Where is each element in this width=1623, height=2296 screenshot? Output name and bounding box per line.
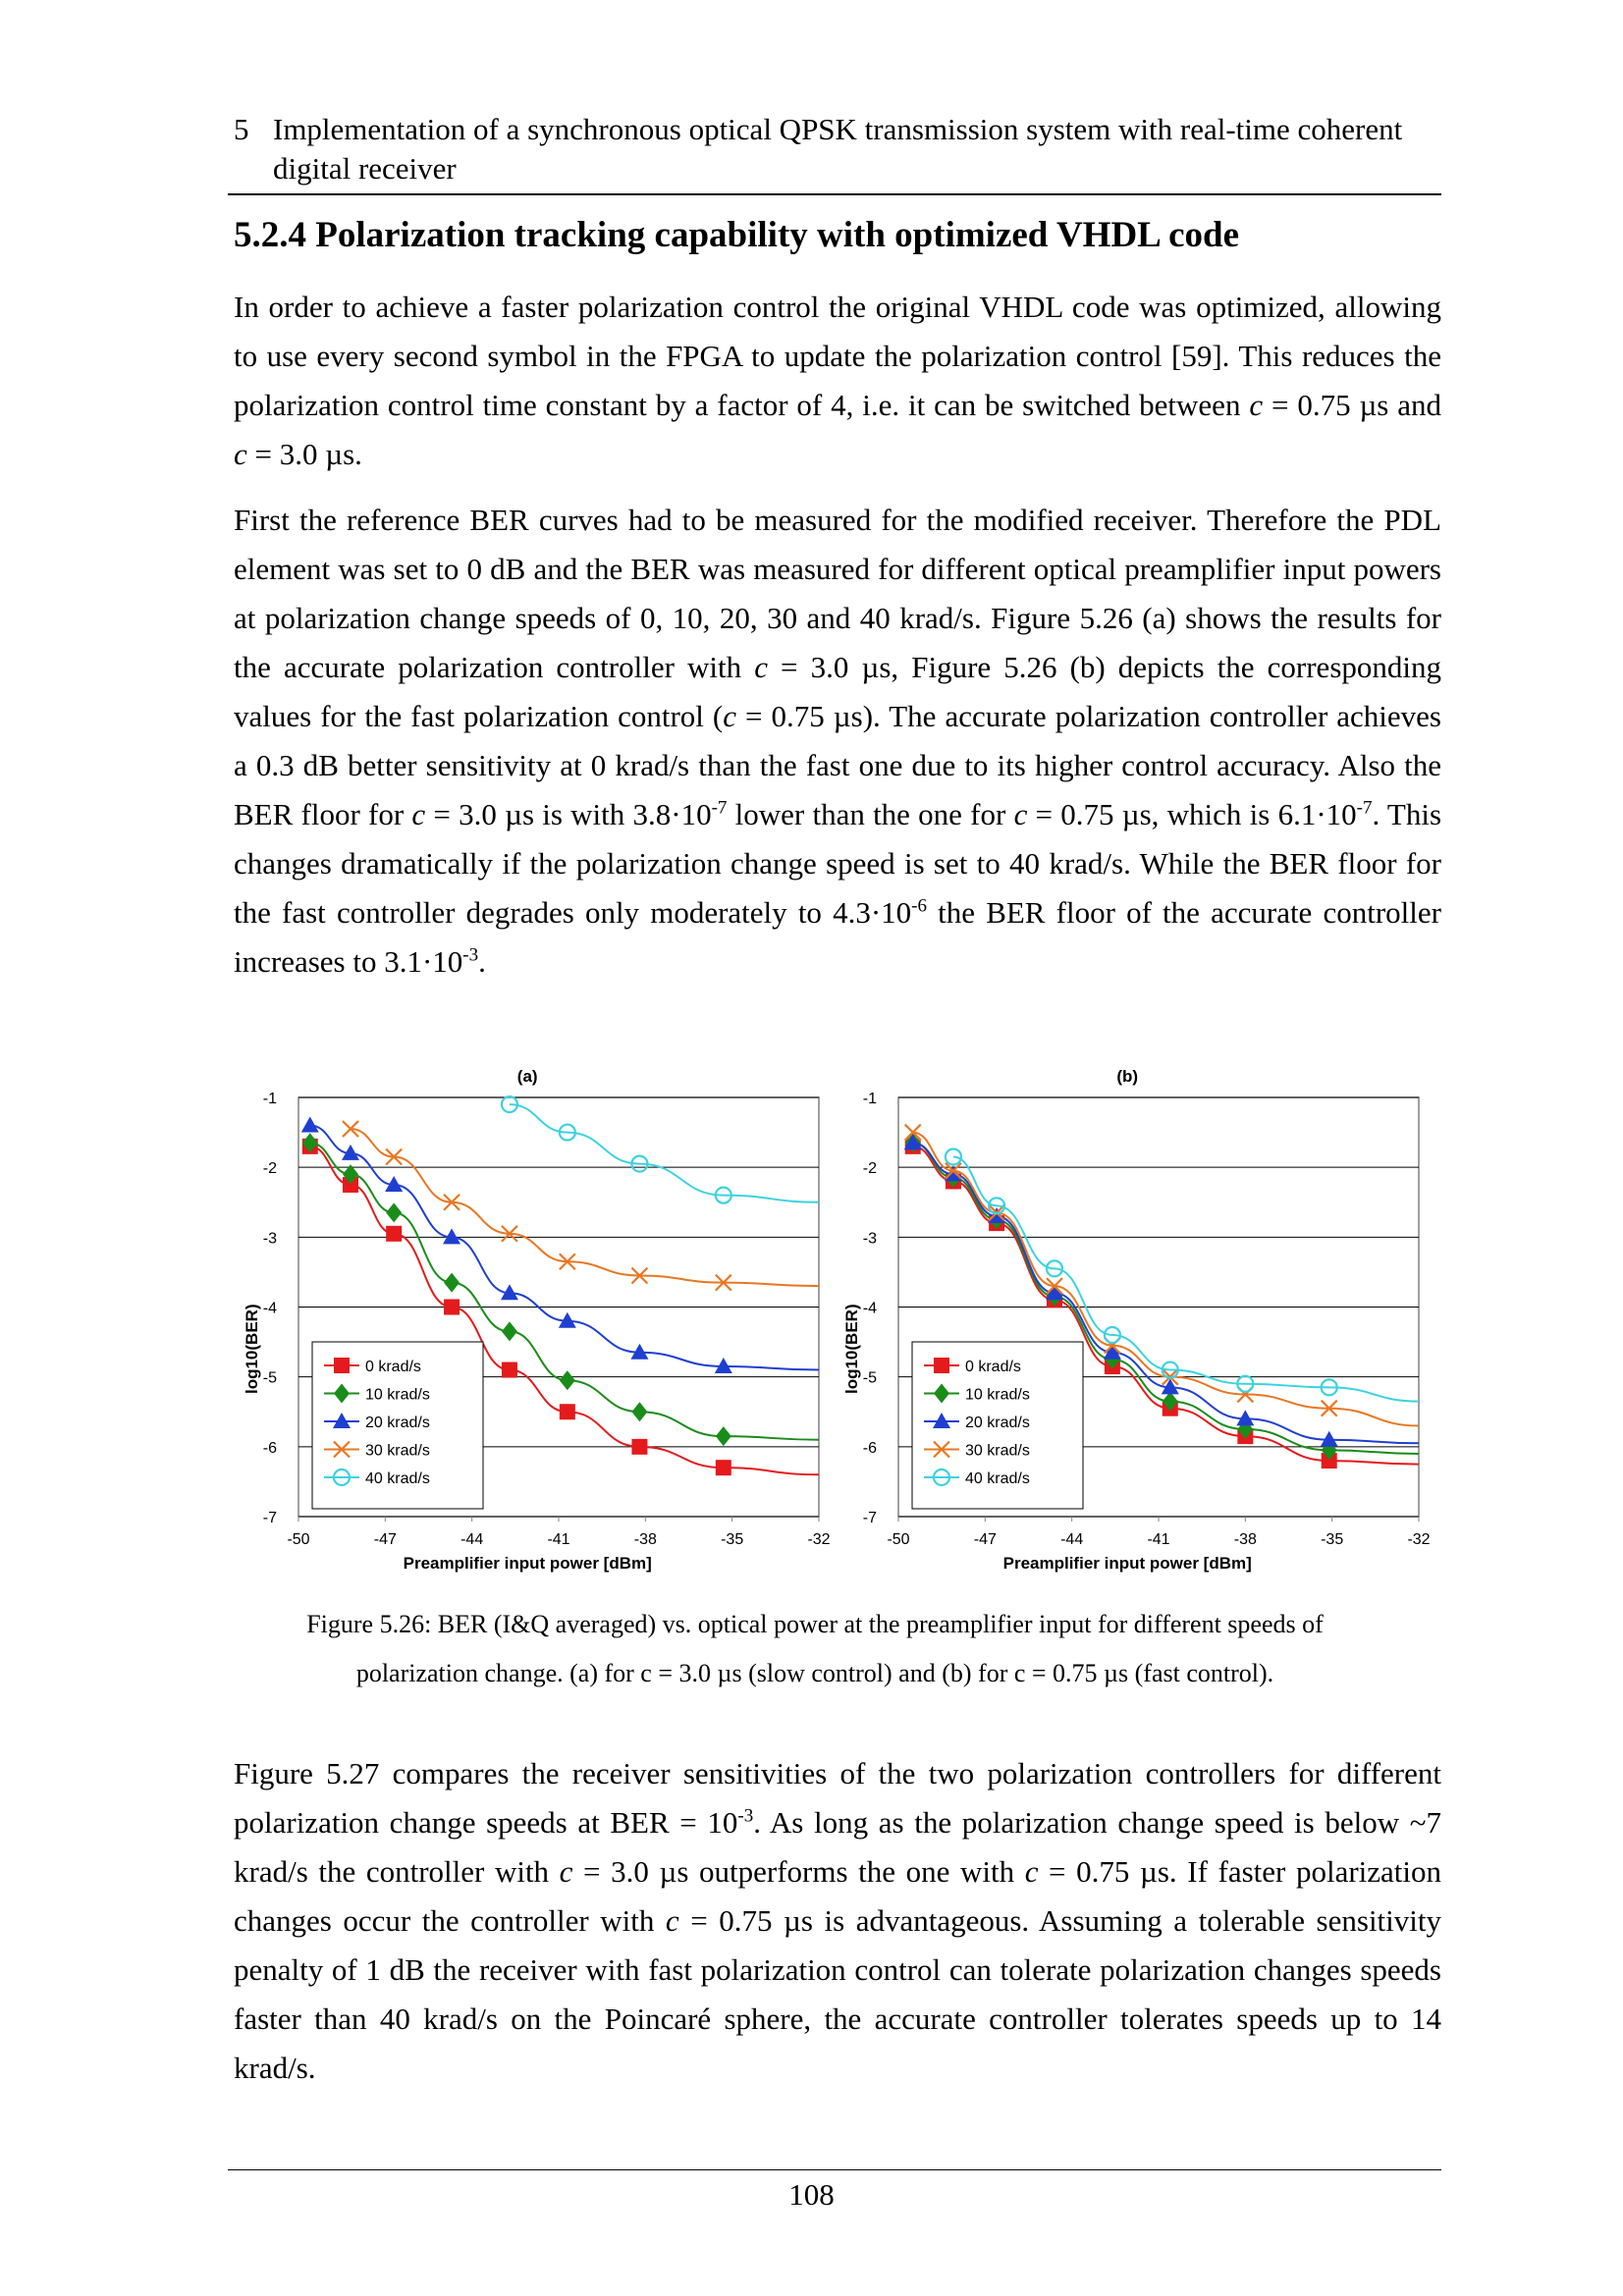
header-rule [228,193,1441,195]
chapter-number: 5 [234,112,249,146]
x-tick-label: -50 [287,1531,310,1548]
page-number: 108 [788,2177,835,2212]
figure-charts [228,1055,1445,1605]
caption-line-2: polarization change. (a) for c = 3.0 µs (slow control) and (b) for c = 0.75 µs (fast control). [355,1659,1274,1687]
legend-label: 20 krad/s [365,1415,430,1431]
data-point [560,1404,575,1419]
legend-label: 40 krad/s [365,1470,430,1487]
legend-marker [334,1358,350,1373]
x-axis-label: Preamplifier input power [dBm] [1002,1554,1252,1573]
legend-label: 40 krad/s [965,1470,1030,1487]
legend-label: 20 krad/s [965,1415,1030,1431]
x-tick-label: -47 [373,1531,397,1548]
y-tick-label: -3 [262,1230,277,1248]
legend-label: 0 krad/s [365,1359,421,1375]
x-tick-label: -35 [721,1531,744,1548]
y-tick-label: -7 [862,1510,877,1526]
paragraph-3: Figure 5.27 compares the receiver sensitivities of the two polarization controllers for different polarization change speeds at BER = $10^{-3}$. As long as the polarization change speed is below ~7 krad/s the controller with c = 3.0 µs outperforms the one with c = 0.75 µs. If faster polarization changes occur the controller with c = 0.75 µs is advantageous. Assuming a tolerable sensitivity penalty of 1 dB the receiver with fast polarization control can tolerate polarization changes speeds faster than 40 krad/s on the Poincaré sphere, the accurate controller tolerates speeds up to 14 krad/s. [234,1756,1442,2085]
x-tick-label: -38 [633,1531,657,1548]
data-point [631,1439,647,1455]
legend-label: 10 krad/s [965,1386,1030,1404]
y-tick-label: -5 [262,1369,277,1387]
x-tick-label: -41 [547,1531,570,1548]
legend-label: 30 krad/s [965,1442,1030,1460]
y-tick-label: -2 [862,1160,877,1178]
figure-caption [245,1600,1384,1698]
data-point [502,1362,517,1378]
y-tick-label: -4 [262,1300,277,1317]
section-title: 5.2.4 Polarization tracking capability with optimized VHDL code [234,215,1239,255]
legend-label: 10 krad/s [365,1386,430,1404]
y-tick-label: -6 [262,1439,277,1457]
chart-a [243,1067,831,1573]
x-tick-label: -35 [1321,1531,1344,1548]
x-tick-label: -38 [1233,1531,1257,1548]
chart-title: (b) [1116,1067,1139,1086]
legend-label: 30 krad/s [365,1442,430,1460]
paragraph-2: First the reference BER curves had to be measured for the modified receiver. Therefore the PDL element was set to 0 dB and the BER was measured for different optical preamplifier input powers at polarization change speeds of 0, 10, 20, 30 and 40 krad/s. Figure 5.26 (a) shows the results for the accurate polarization controller with c = 3.0 µs, Figure 5.26 (b) depicts the corresponding values for the fast polarization control (c = 0.75 µs). The accurate polarization controller achieves a 0.3 dB better sensitivity at 0 krad/s than the fast one due to its higher control accuracy. Also the BER floor for c = 3.0 µs is with $3.8\cdot 10^{-7}$ lower than the one for c = 0.75 µs, which is $6.1\cdot 10^{-7}$. This changes dramatically if the polarization change speed is set to 40 krad/s. While the BER floor for the fast controller degrades only moderately to $4.3\cdot 10^{-6}$ the BER floor of the accurate controller increases to $3.1\cdot 10^{-3}$. [234,503,1442,979]
y-tick-label: -5 [862,1369,877,1387]
caption-line-1: Figure 5.26: BER (I&Q averaged) vs. optical power at the preamplifier input for different speeds of [306,1610,1324,1638]
y-tick-label: -4 [862,1300,877,1317]
paragraph-1: In order to achieve a faster polarization control the original VHDL code was optimized, allowing to use every second symbol in the FPGA to update the polarization control [59]. This reduces the polarization control time constant by a factor of 4, i.e. it can be switched between c = 0.75 µs and c = 3.0 µs. [234,290,1442,471]
legend-label: 0 krad/s [965,1359,1021,1375]
y-tick-label: -6 [862,1439,877,1457]
y-axis-label: log10(BER) [243,1304,261,1395]
figure-5-26 [228,1055,1445,1605]
x-tick-label: -50 [887,1531,910,1548]
x-tick-label: -32 [1407,1531,1431,1548]
footer-rule [228,2169,1441,2170]
y-tick-label: -2 [262,1160,277,1178]
data-point [444,1300,460,1315]
chapter-title: Implementation of a synchronous optical QPSK transmission system with real-time coherent digital receiver [273,112,1403,186]
y-tick-label: -3 [862,1230,877,1248]
chart-title: (a) [516,1067,538,1086]
data-point [386,1226,402,1242]
y-tick-label: -7 [262,1510,277,1526]
y-axis-label: log10(BER) [842,1304,861,1395]
y-tick-label: -1 [862,1091,877,1107]
x-tick-label: -41 [1147,1531,1170,1548]
x-tick-label: -47 [973,1531,997,1548]
data-point [716,1460,731,1475]
x-axis-label: Preamplifier input power [dBm] [403,1554,652,1573]
y-tick-label: -1 [262,1091,277,1107]
x-tick-label: -32 [807,1531,831,1548]
x-tick-label: -44 [1060,1531,1084,1548]
x-tick-label: -44 [460,1531,484,1548]
chart-b [842,1067,1431,1573]
legend-marker [934,1358,949,1373]
